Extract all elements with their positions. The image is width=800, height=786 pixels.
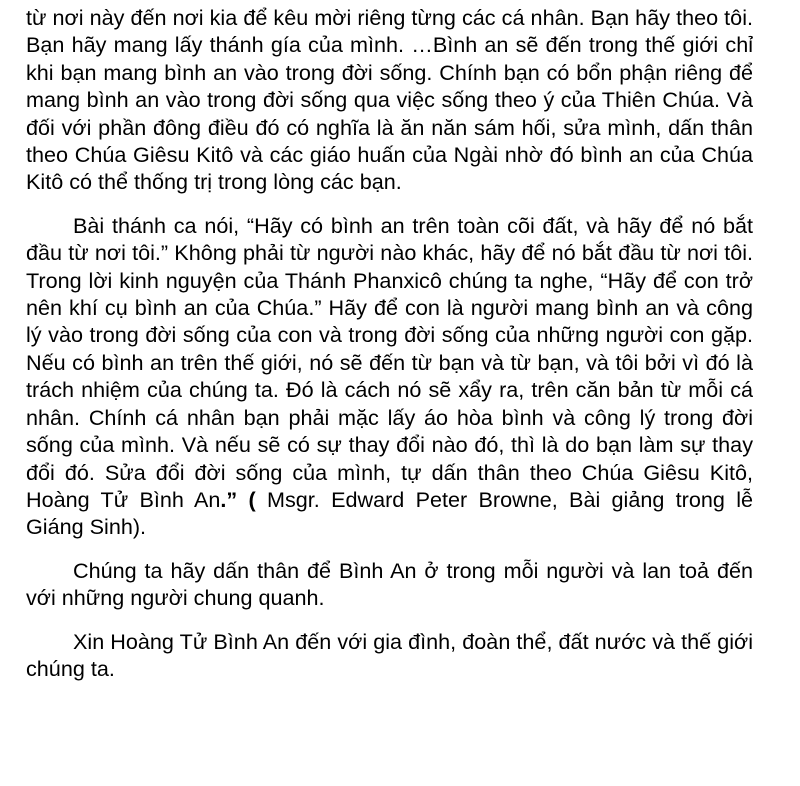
- paragraph-2: [26, 212, 753, 541]
- paragraph-2-main-text: Bài thánh ca nói, “Hãy có bình an trên toàn cõi đất, và hãy để nó bắt đầu từ nơi tôi.” Không phải từ người nào khác, hãy để nó bắt đầu từ nơi tôi. Trong lời kinh nguyện của Thánh Phanxicô chúng ta nghe, “Hãy để con trở nên khí cụ bình an của Chúa.” Hãy để con là người mang bình an và công lý vào trong đời sống của con và trong đời sống của những người con gặp. Nếu có bình an trên thế giới, nó sẽ đến từ bạn và từ bạn, và tôi bởi vì đó là trách nhiệm của chúng ta. Đó là cách nó sẽ xẩy ra, trên căn bản từ mỗi cá nhân. Chính cá nhân bạn phải mặc lấy áo hòa bình và công lý trong đời sống của mình. Và nếu sẽ có sự thay đổi nào đó, thì là do bạn làm sự thay đổi đó. Sửa đổi đời sống của mình, tự dấn thân theo Chúa Giêsu Kitô, Hoàng Tử Bình An: [26, 212, 753, 512]
- paragraph-1: từ nơi này đến nơi kia để kêu mời riêng từng các cá nhân. Bạn hãy theo tôi. Bạn hãy mang lấy thánh gía của mình. …Bình an sẽ đến trong thế giới chỉ khi bạn mang bình an vào trong đời sống. Chính bạn có bổn phận riêng để mang bình an vào trong đời sống qua việc sống theo ý của Thiên Chúa. Và đối với phần đông điều đó có nghĩa là ăn năn sám hối, sửa mình, dấn thân theo Chúa Giêsu Kitô và các giáo huấn của Ngài nhờ đó bình an của Chúa Kitô có thể thống trị trong lòng các bạn.: [26, 5, 753, 195]
- closing-quote-mark: .” (: [220, 486, 256, 512]
- document-page: [26, 4, 753, 682]
- citation-text: Msgr. Edward Peter Browne, Bài giảng trong lễ Giáng Sinh).: [26, 486, 753, 540]
- paragraph-4: Xin Hoàng Tử Bình An đến với gia đình, đoàn thể, đất nước và thế giới chúng ta.: [26, 628, 753, 681]
- paragraph-3: Chúng ta hãy dấn thân để Bình An ở trong mỗi người và lan toả đến với những người chung quanh.: [26, 557, 753, 611]
